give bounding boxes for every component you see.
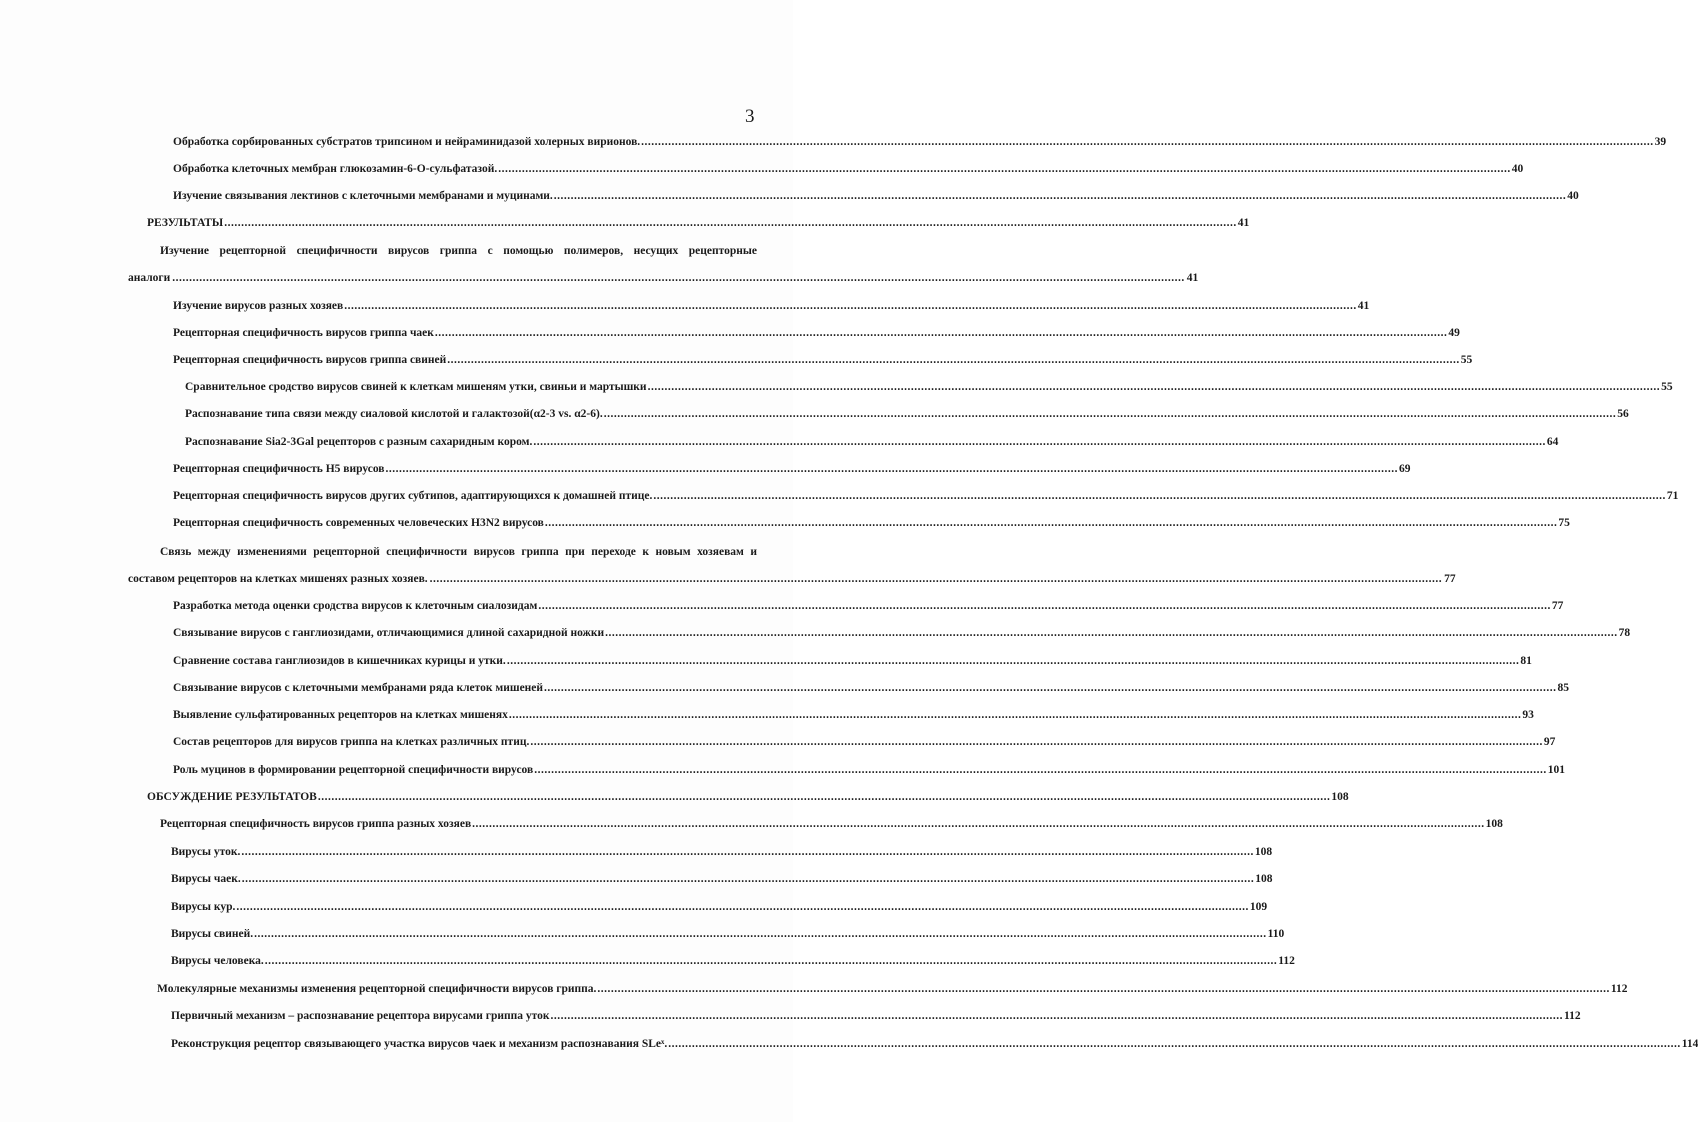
toc-entry	[171, 901, 1268, 913]
leader-dots	[533, 436, 1546, 448]
toc-entry	[171, 928, 1285, 940]
toc-entry-title: Рецепторная специфичность H5 вирусов	[173, 463, 385, 475]
toc-entry-page: 64	[1546, 436, 1559, 448]
toc-entry-page: 71	[1666, 490, 1679, 502]
toc-entry-title: Выявление сульфатированных рецепторов на клетках мишенях	[173, 709, 508, 721]
toc-entry-title: Рецепторная специфичность вирусов других субтипов, адаптирующихся к домашней птице.	[173, 490, 653, 502]
toc-entry-title: Первичный механизм – распознавание рецептора вирусами гриппа уток	[171, 1010, 550, 1022]
toc-entry-title: Распознавание типа связи между сиаловой кислотой и галактозой(α2-3 vs. α2-6).	[185, 408, 603, 420]
toc-entry-page: 41	[1357, 300, 1370, 312]
toc-entry	[185, 408, 1629, 420]
toc-entry-page: 112	[1278, 955, 1295, 967]
leader-dots	[236, 901, 1249, 913]
toc-entry-title: Вирусы человека.	[171, 955, 264, 967]
page-number: 3	[745, 106, 755, 127]
toc-entry	[173, 490, 1679, 502]
toc-entry-page: 40	[1511, 163, 1524, 175]
toc-entry-title: РЕЗУЛЬТАТЫ	[147, 217, 224, 229]
leader-dots	[597, 983, 1610, 995]
toc-section-heading	[128, 238, 1199, 292]
toc-heading-line: Изучение рецепторной специфичности вирусов гриппа с помощью полимеров, несущих рецепторные	[160, 245, 757, 257]
toc-entry	[171, 873, 1273, 885]
toc-entry	[171, 955, 1295, 967]
toc-entry-title: ОБСУЖДЕНИЕ РЕЗУЛЬТАТОВ	[147, 791, 317, 803]
toc-entry-title: Вирусы чаек.	[171, 873, 241, 885]
toc-entry-page: 78	[1618, 627, 1631, 639]
leader-dots	[344, 300, 1357, 312]
toc-entry-page: 49	[1448, 327, 1460, 339]
toc-heading-line: Связь между изменениями рецепторной специфичности вирусов гриппа при переходе к новым хозяевам и	[160, 546, 757, 558]
leader-dots	[435, 327, 1448, 339]
toc-entry-page: 85	[1557, 682, 1570, 694]
leader-dots	[172, 265, 1185, 292]
toc-entry	[173, 136, 1667, 148]
leader-dots	[653, 490, 1666, 502]
toc-entry-title: Сравнительное сродство вирусов свиней к клеткам мишеням утки, свиньи и мартышки	[185, 381, 647, 393]
toc-entry-page: 55	[1460, 354, 1473, 366]
leader-dots	[254, 928, 1267, 940]
toc-entry-page: 55	[1661, 381, 1673, 393]
leader-dots	[265, 955, 1278, 967]
toc-section-heading	[128, 539, 1456, 593]
toc-entry-page: 109	[1249, 901, 1268, 913]
toc-entry-title: Обработка сорбированных субстратов трипсином и нейраминидазой холерных вирионов.	[173, 136, 641, 148]
toc-entry	[147, 217, 1250, 229]
toc-entry-page: 108	[1254, 846, 1273, 858]
toc-entry-title: Изучение связывания лектинов с клеточными мембранами и муцинами.	[173, 190, 553, 202]
toc-entry-page: 97	[1543, 736, 1556, 748]
toc-entry	[171, 1010, 1581, 1022]
leader-dots	[472, 818, 1485, 830]
leader-dots	[242, 873, 1255, 885]
leader-dots	[604, 408, 1617, 420]
toc-entry-page: 93	[1522, 709, 1534, 721]
leader-dots	[641, 136, 1654, 148]
leader-dots	[538, 600, 1551, 612]
leader-dots	[668, 1038, 1681, 1050]
toc-entry	[173, 354, 1473, 366]
toc-entry	[173, 709, 1534, 721]
toc-entry-title: Вирусы уток.	[171, 846, 241, 858]
toc-entry-title: Состав рецепторов для вирусов гриппа на клетках различных птиц.	[173, 736, 530, 748]
toc-entry	[157, 983, 1628, 995]
toc-entry-page: 81	[1520, 655, 1532, 667]
toc-entry	[173, 327, 1460, 339]
leader-dots	[545, 517, 1558, 529]
toc-entry-title: Связывание вирусов с клеточными мембранами ряда клеток мишеней	[173, 682, 544, 694]
toc-entry-page: 56	[1617, 408, 1629, 420]
toc-entry	[173, 764, 1565, 776]
toc-entry-page: 41	[1237, 217, 1250, 229]
toc-entry	[171, 1038, 1698, 1050]
toc-entry-page: 75	[1558, 517, 1570, 529]
leader-dots	[386, 463, 1399, 475]
toc-entry	[160, 818, 1503, 830]
leader-dots	[648, 381, 1661, 393]
toc-entry	[173, 627, 1631, 639]
leader-dots	[554, 190, 1567, 202]
toc-entry-page: 108	[1485, 818, 1503, 830]
toc-entry-page: 77	[1551, 600, 1564, 612]
leader-dots	[507, 655, 1520, 667]
toc-entry-title: Связывание вирусов с ганглиозидами, отличающимися длиной сахаридной ножки	[173, 627, 605, 639]
toc-entry	[173, 736, 1556, 748]
toc-entry	[173, 300, 1370, 312]
toc-entry-page: 112	[1563, 1010, 1581, 1022]
toc-entry-page: 108	[1331, 791, 1349, 803]
toc-entry	[147, 791, 1349, 803]
leader-dots	[534, 764, 1547, 776]
toc-entry	[173, 600, 1564, 612]
leader-dots	[318, 791, 1331, 803]
toc-entry-title: Вирусы кур.	[171, 901, 236, 913]
toc-heading-line: аналоги	[128, 272, 171, 284]
leader-dots	[550, 1010, 1563, 1022]
leader-dots	[498, 163, 1511, 175]
toc-entry-page: 112	[1610, 983, 1628, 995]
toc-entry-title: Вирусы свиней.	[171, 928, 254, 940]
leader-dots	[509, 709, 1522, 721]
toc-heading-line: составом рецепторов на клетках мишенях разных хозяев.	[128, 573, 428, 585]
toc-entry-title: Рецепторная специфичность вирусов гриппа чаек	[173, 327, 434, 339]
toc-entry	[173, 163, 1524, 175]
toc-entry-title: Роль муцинов в формировании рецепторной специфичности вирусов	[173, 764, 534, 776]
toc-entry	[173, 655, 1532, 667]
toc-entry-title: Обработка клеточных мембран глюкозамин-6-О-сульфатазой.	[173, 163, 498, 175]
toc-entry	[173, 682, 1570, 694]
toc-entry	[185, 381, 1673, 393]
toc-entry-title: Реконструкция рецептор связывающего участка вирусов чаек и механизм распознавания SLeˣ.	[171, 1038, 668, 1050]
toc-entry-page: 39	[1654, 136, 1667, 148]
leader-dots	[530, 736, 1543, 748]
toc-entry-page: 41	[1186, 272, 1199, 284]
toc-entry	[171, 846, 1273, 858]
leader-dots	[605, 627, 1618, 639]
toc-entry-page: 114	[1681, 1038, 1698, 1050]
leader-dots	[241, 846, 1254, 858]
toc-entry-title: Сравнение состава ганглиозидов в кишечниках курицы и утки.	[173, 655, 506, 667]
toc-entry	[173, 190, 1579, 202]
toc-entry	[173, 463, 1411, 475]
toc-entry-title: Распознавание Sia2-3Gal рецепторов с разным сахаридным кором.	[185, 436, 533, 448]
toc-entry	[173, 517, 1570, 529]
toc-entry-title: Рецепторная специфичность вирусов гриппа разных хозяев	[160, 818, 472, 830]
toc-entry-page: 101	[1547, 764, 1565, 776]
toc-entry-title: Рецепторная специфичность современных человеческих H3N2 вирусов	[173, 517, 544, 529]
toc-entry-title: Изучение вирусов разных хозяев	[173, 300, 344, 312]
leader-dots	[224, 217, 1237, 229]
toc-entry	[185, 436, 1559, 448]
toc-entry-page: 40	[1567, 190, 1579, 202]
toc-entry-title: Молекулярные механизмы изменения рецепторной специфичности вирусов гриппа.	[157, 983, 597, 995]
toc-entry-page: 110	[1267, 928, 1285, 940]
toc-entry-title: Разработка метода оценки сродства вирусов к клеточным сиалозидам	[173, 600, 538, 612]
leader-dots	[430, 566, 1443, 593]
leader-dots	[544, 682, 1557, 694]
toc-entry-title: Рецепторная специфичность вирусов гриппа свиней	[173, 354, 447, 366]
leader-dots	[447, 354, 1460, 366]
toc-entry-page: 108	[1255, 873, 1273, 885]
toc-entry-page: 77	[1444, 573, 1456, 585]
toc-entry-page: 69	[1399, 463, 1411, 475]
